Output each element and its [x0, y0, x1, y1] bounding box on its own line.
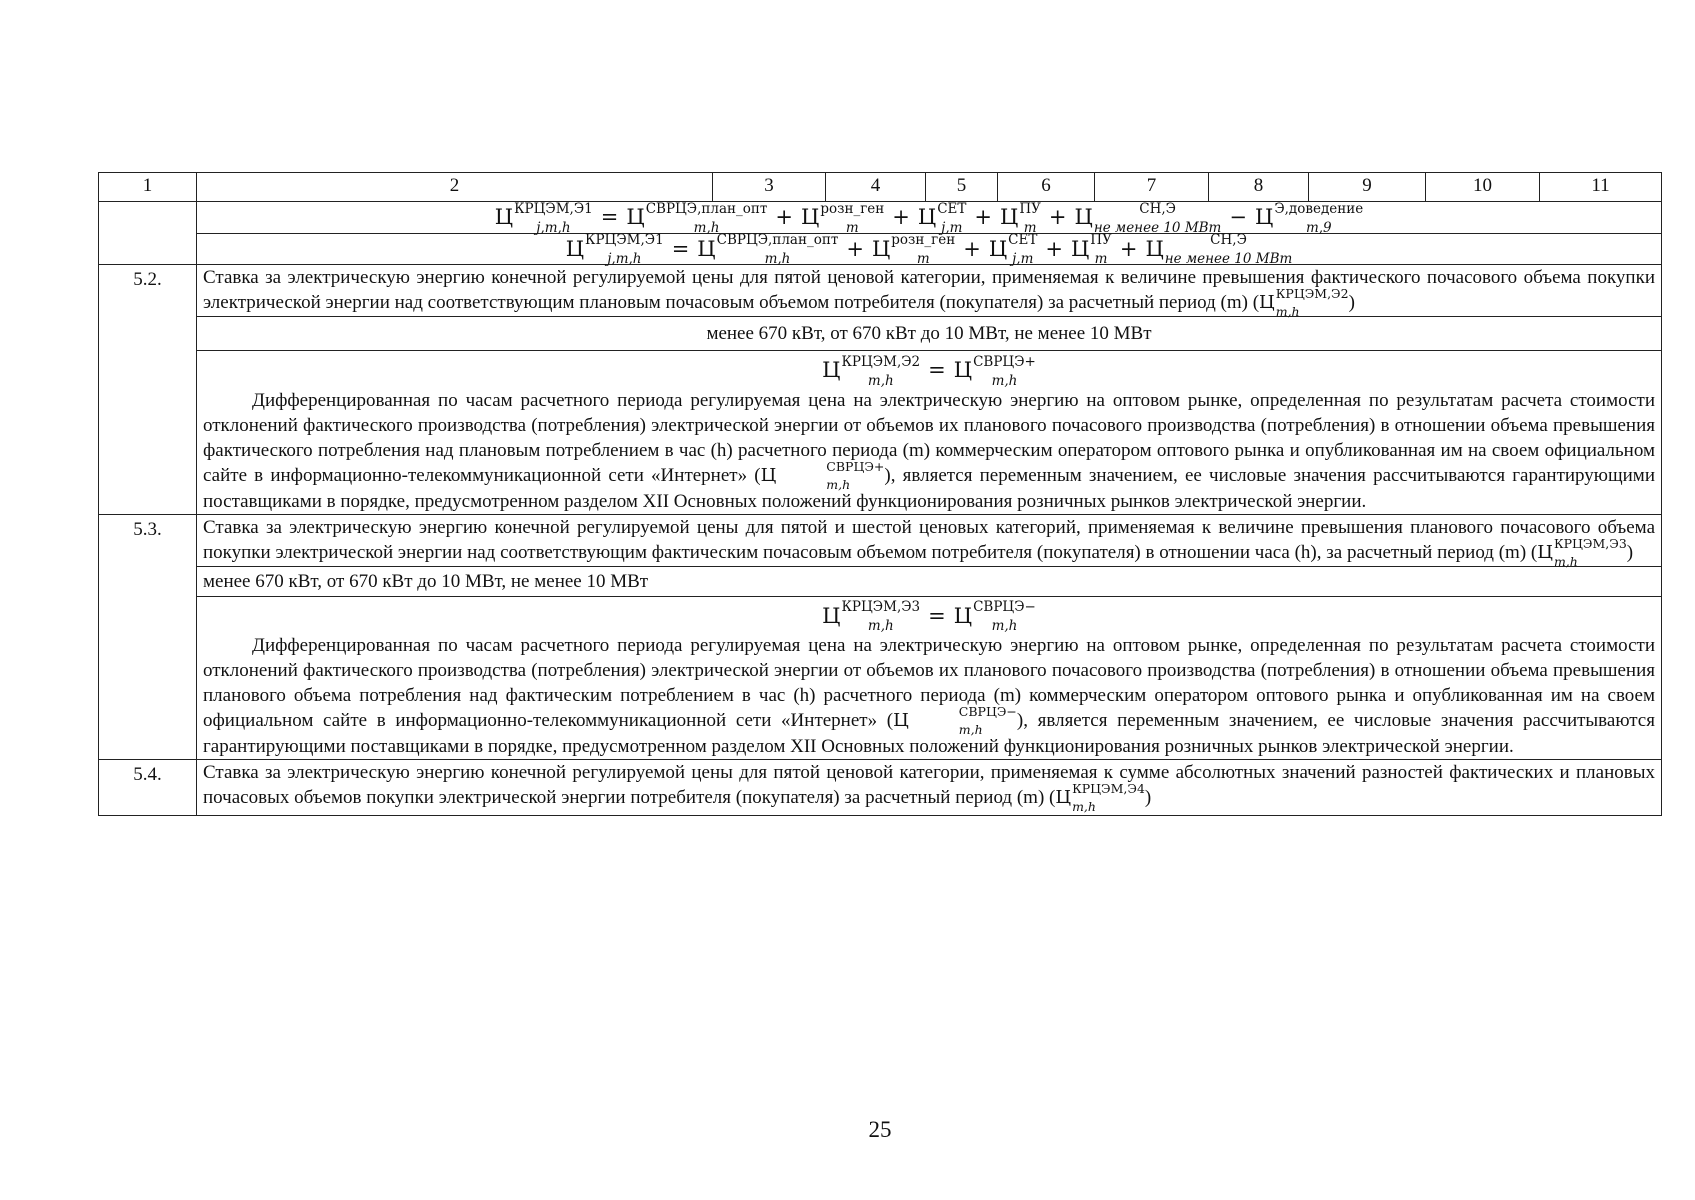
- symbol-subscript: m: [1094, 251, 1108, 267]
- row-number: 5.2.: [99, 265, 197, 515]
- symbol-superscript: СВРЦЭ−: [958, 704, 1017, 719]
- row-text: Ставка за электрическую энергию конечной регулируемой цены для пятой ценовой категории, применяемая к сумме абсолютных значений разностей фактических и плановых почасовых объемов покупки электрической энергии потребителя (покупателя) за расчетный период (m) (: [203, 762, 1655, 808]
- price-symbol-term: [1000, 200, 1041, 236]
- table-row: [99, 760, 1662, 816]
- formula-2: [197, 233, 1662, 265]
- price-symbol: [893, 704, 1017, 737]
- symbol-superscript: СН,Э: [1139, 200, 1176, 217]
- symbol-superscript: СЕТ: [1008, 232, 1038, 248]
- col-header: 7: [1095, 173, 1209, 202]
- symbol-superscript: КРЦЭМ,Э4: [1072, 781, 1145, 796]
- symbol-superscript: СН,Э: [1210, 232, 1247, 248]
- symbol-base: Ц: [917, 205, 937, 229]
- formula-5-3-expr: [822, 601, 1036, 632]
- capacity-range: менее 670 кВт, от 670 кВт до 10 МВт, не менее 10 МВт: [197, 566, 1662, 596]
- symbol-superscript: СВРЦЭ+: [973, 353, 1036, 370]
- price-symbol-term: [954, 601, 1036, 632]
- price-symbol: [760, 458, 885, 492]
- price-symbol-term: [1074, 200, 1222, 236]
- row-text-tail: ): [1348, 292, 1355, 313]
- symbol-superscript: КРЦЭМ,Э1: [585, 232, 664, 248]
- symbol-superscript: ПУ: [1090, 232, 1112, 248]
- definition-text: [203, 633, 1655, 759]
- col-header: 5: [926, 173, 998, 202]
- symbol-subscript: m,h: [867, 618, 894, 634]
- price-symbol-term: [1259, 286, 1349, 319]
- symbol-base: Ц: [760, 464, 777, 486]
- symbol-subscript: m,h: [1553, 553, 1578, 569]
- price-symbol-term: [626, 200, 768, 236]
- symbol-subscript: m: [1023, 219, 1037, 236]
- symbol-base: Ц: [626, 205, 645, 229]
- operator: +: [963, 236, 981, 261]
- symbol-superscript: СВРЦЭ,план_опт: [716, 232, 839, 248]
- row-text: Ставка за электрическую энергию конечной регулируемой цены для пятой ценовой категории, применяемая к величине превышения фактического почасового объема покупки электрической энергии над соответствующим плановым почасовым объемом потребителя (покупателя) за расчетный период (m) (: [203, 267, 1655, 313]
- symbol-base: Ц: [801, 205, 820, 229]
- symbol-superscript: розн_ген: [820, 200, 885, 217]
- table-row: [99, 202, 1662, 234]
- row-description: [197, 265, 1662, 317]
- price-symbol: [1259, 286, 1349, 319]
- operator: =: [671, 236, 690, 261]
- symbol-subscript: j,m: [941, 219, 963, 236]
- symbol-superscript: розн_ген: [891, 232, 956, 248]
- price-symbol-term: [893, 704, 1017, 737]
- price-symbol-term: [917, 200, 967, 236]
- symbol-subscript: m,h: [1072, 799, 1096, 814]
- price-symbol: [1537, 535, 1627, 569]
- price-symbol-term: [1055, 781, 1145, 814]
- definition-text-a: Дифференцированная по часам расчетного периода регулируемая цена на электрическую энергию на оптовом рынке, определенная по результатам расчета стоимости отклонений фактического производства (потребления) электрической энергии от объемов их планового почасового производства (потребления) в отношении объема превышения планового объема потребления над фактическим потреблением в час (h) расчетного периода (m) коммерческим оператором оптового рынка и опубликованная им на своем официальном сайте в информационно-телекоммуникационной сети «Интернет» (: [203, 635, 1655, 731]
- formula-1-expr: [494, 200, 1364, 236]
- symbol-subscript: m,h: [958, 722, 983, 737]
- table-row: [99, 317, 1662, 351]
- col-header: 11: [1540, 173, 1662, 202]
- row-text-tail: ): [1626, 541, 1634, 563]
- symbol-base: Ц: [1055, 787, 1072, 808]
- definition-text-b: ), является переменным значением, ее числовые значения рассчитываются гарантирующими поставщиками в порядке, предусмотренном разделом XII Основных положений функционирования розничных рынков электрической энергии.: [203, 710, 1655, 757]
- price-symbol-term: [1537, 535, 1627, 569]
- symbol-superscript: КРЦЭМ,Э3: [1553, 535, 1627, 551]
- operator: +: [974, 205, 993, 230]
- price-symbol-term: [801, 200, 885, 236]
- price-symbol-term: [566, 234, 664, 265]
- symbol-base: Ц: [1254, 205, 1274, 229]
- row-description: [197, 760, 1662, 816]
- symbol-superscript: СВРЦЭ−: [973, 599, 1036, 615]
- symbol-base: Ц: [822, 603, 841, 628]
- symbol-base: Ц: [1000, 205, 1019, 229]
- operator: +: [892, 205, 910, 230]
- symbol-superscript: СВРЦЭ,план_опт: [645, 200, 768, 217]
- operator: =: [600, 205, 619, 230]
- col-header: 8: [1209, 173, 1309, 202]
- table-row: [99, 566, 1662, 596]
- symbol-subscript: m,h: [991, 618, 1018, 634]
- col-header: 4: [826, 173, 926, 202]
- price-symbol-term: [953, 353, 1036, 389]
- table-row: [99, 596, 1662, 760]
- symbol-subscript: j,m: [1012, 251, 1034, 267]
- price-symbol-term: [822, 353, 921, 389]
- symbol-subscript: m,9: [1305, 219, 1332, 236]
- symbol-subscript: m,h: [764, 251, 791, 267]
- operator: =: [928, 603, 946, 628]
- capacity-range: менее 670 кВт, от 670 кВт до 10 МВт, не менее 10 МВт: [197, 317, 1662, 351]
- price-symbol-term: [822, 601, 920, 632]
- formula-1: [197, 202, 1662, 234]
- symbol-superscript: КРЦЭМ,Э3: [841, 599, 921, 615]
- symbol-superscript: ПУ: [1019, 200, 1041, 217]
- col-header: 1: [99, 173, 197, 202]
- symbol-base: Ц: [697, 236, 716, 261]
- symbol-base: Ц: [893, 710, 909, 731]
- table-header-row: [99, 173, 1662, 202]
- symbol-base: Ц: [953, 603, 973, 628]
- table-row: [99, 351, 1662, 515]
- symbol-subscript: j,m,h: [607, 251, 642, 267]
- symbol-subscript: j,m,h: [536, 219, 571, 236]
- symbol-subscript: m,h: [991, 372, 1018, 389]
- col-header: 10: [1426, 173, 1540, 202]
- symbol-subscript: m,h: [826, 476, 851, 492]
- symbol-superscript: СВРЦЭ+: [826, 458, 885, 474]
- price-symbol-term: [697, 234, 838, 265]
- table-row: [99, 265, 1662, 317]
- formula-2-expr: [566, 234, 1293, 265]
- price-symbol-term: [1071, 234, 1112, 265]
- col-header: 6: [998, 173, 1095, 202]
- price-symbol-term: [760, 458, 885, 492]
- symbol-superscript: КРЦЭМ,Э1: [514, 200, 593, 217]
- price-symbol-term: [494, 200, 593, 236]
- symbol-subscript: m,h: [867, 372, 894, 389]
- definition-text: [203, 388, 1655, 514]
- symbol-subscript: не менее 10 МВт: [1093, 219, 1222, 236]
- symbol-base: Ц: [1537, 541, 1553, 563]
- symbol-base: Ц: [822, 358, 841, 382]
- row-text: Ставка за электрическую энергию конечной регулируемой цены для пятой и шестой ценовых категорий, применяемая к величине превышения планового почасового объема покупки электрической энергии над соответствующим фактическим почасовым объемом потребителя (покупателя) в отношении часа (h), за расчетный период (m) (: [203, 516, 1655, 563]
- operator: −: [1229, 205, 1247, 230]
- symbol-subscript: m,h: [1275, 304, 1300, 319]
- operator: +: [1048, 205, 1067, 230]
- symbol-superscript: Э,доведение: [1274, 200, 1364, 217]
- symbol-base: Ц: [1259, 292, 1275, 313]
- formula-5-3: [203, 601, 1655, 632]
- symbol-base: Ц: [494, 205, 514, 229]
- tariff-table: [98, 172, 1662, 816]
- symbol-superscript: СЕТ: [937, 200, 967, 217]
- price-symbol: [1055, 781, 1145, 814]
- formula-5-2: [203, 353, 1655, 389]
- table-row: [99, 514, 1662, 566]
- definition-text-b: ), является переменным значением, ее числовые значения рассчитываются гарантирующими поставщиками в порядке, предусмотренном разделом XII Основных положений функционирования розничных рынков электрической энергии.: [203, 464, 1655, 512]
- col-header: 2: [197, 173, 713, 202]
- operator: +: [1045, 236, 1063, 261]
- row-number: 5.4.: [99, 760, 197, 816]
- symbol-base: Ц: [565, 236, 585, 261]
- symbol-base: Ц: [988, 236, 1008, 261]
- price-symbol-term: [989, 234, 1038, 265]
- symbol-superscript: КРЦЭМ,Э2: [1275, 286, 1349, 301]
- symbol-subscript: не менее 10 МВт: [1164, 251, 1293, 267]
- price-symbol-term: [872, 234, 955, 265]
- page-number: 25: [868, 1117, 892, 1142]
- row-text-tail: ): [1144, 787, 1152, 808]
- row-description: [197, 514, 1662, 569]
- row-number-cell: [99, 202, 197, 265]
- operator: +: [1119, 236, 1138, 261]
- definition-text-a: Дифференцированная по часам расчетного периода регулируемая цена на электрическую энергию на оптовом рынке, определенная по результатам расчета стоимости отклонений фактического производства (потребления) электрической энергии от объемов их планового почасового производства (потребления) в отношении объема превышения фактического потребления над плановым потреблением в час (h) расчетного периода (m) коммерческим оператором оптового рынка и опубликованная им на своем официальном сайте в информационно-телекоммуникационной сети «Интернет» (: [203, 389, 1655, 486]
- symbol-subscript: m,h: [693, 219, 720, 236]
- price-symbol-term: [1254, 200, 1364, 236]
- symbol-base: Ц: [1145, 236, 1164, 261]
- operator: +: [775, 205, 793, 230]
- formula-description: [197, 351, 1662, 515]
- row-number: 5.3.: [99, 514, 197, 760]
- symbol-base: Ц: [1074, 205, 1093, 229]
- symbol-base: Ц: [953, 358, 973, 382]
- symbol-subscript: m: [916, 251, 930, 267]
- col-header: 3: [713, 173, 826, 202]
- formula-description: [197, 596, 1662, 760]
- formula-5-2-expr: [822, 353, 1036, 389]
- symbol-superscript: КРЦЭМ,Э2: [841, 353, 921, 370]
- operator: +: [846, 236, 864, 261]
- col-header: 9: [1309, 173, 1426, 202]
- symbol-base: Ц: [871, 236, 891, 261]
- operator: =: [928, 358, 946, 383]
- price-symbol-term: [1145, 234, 1292, 265]
- symbol-base: Ц: [1070, 236, 1090, 261]
- symbol-subscript: m: [845, 219, 859, 236]
- table-row: [99, 233, 1662, 265]
